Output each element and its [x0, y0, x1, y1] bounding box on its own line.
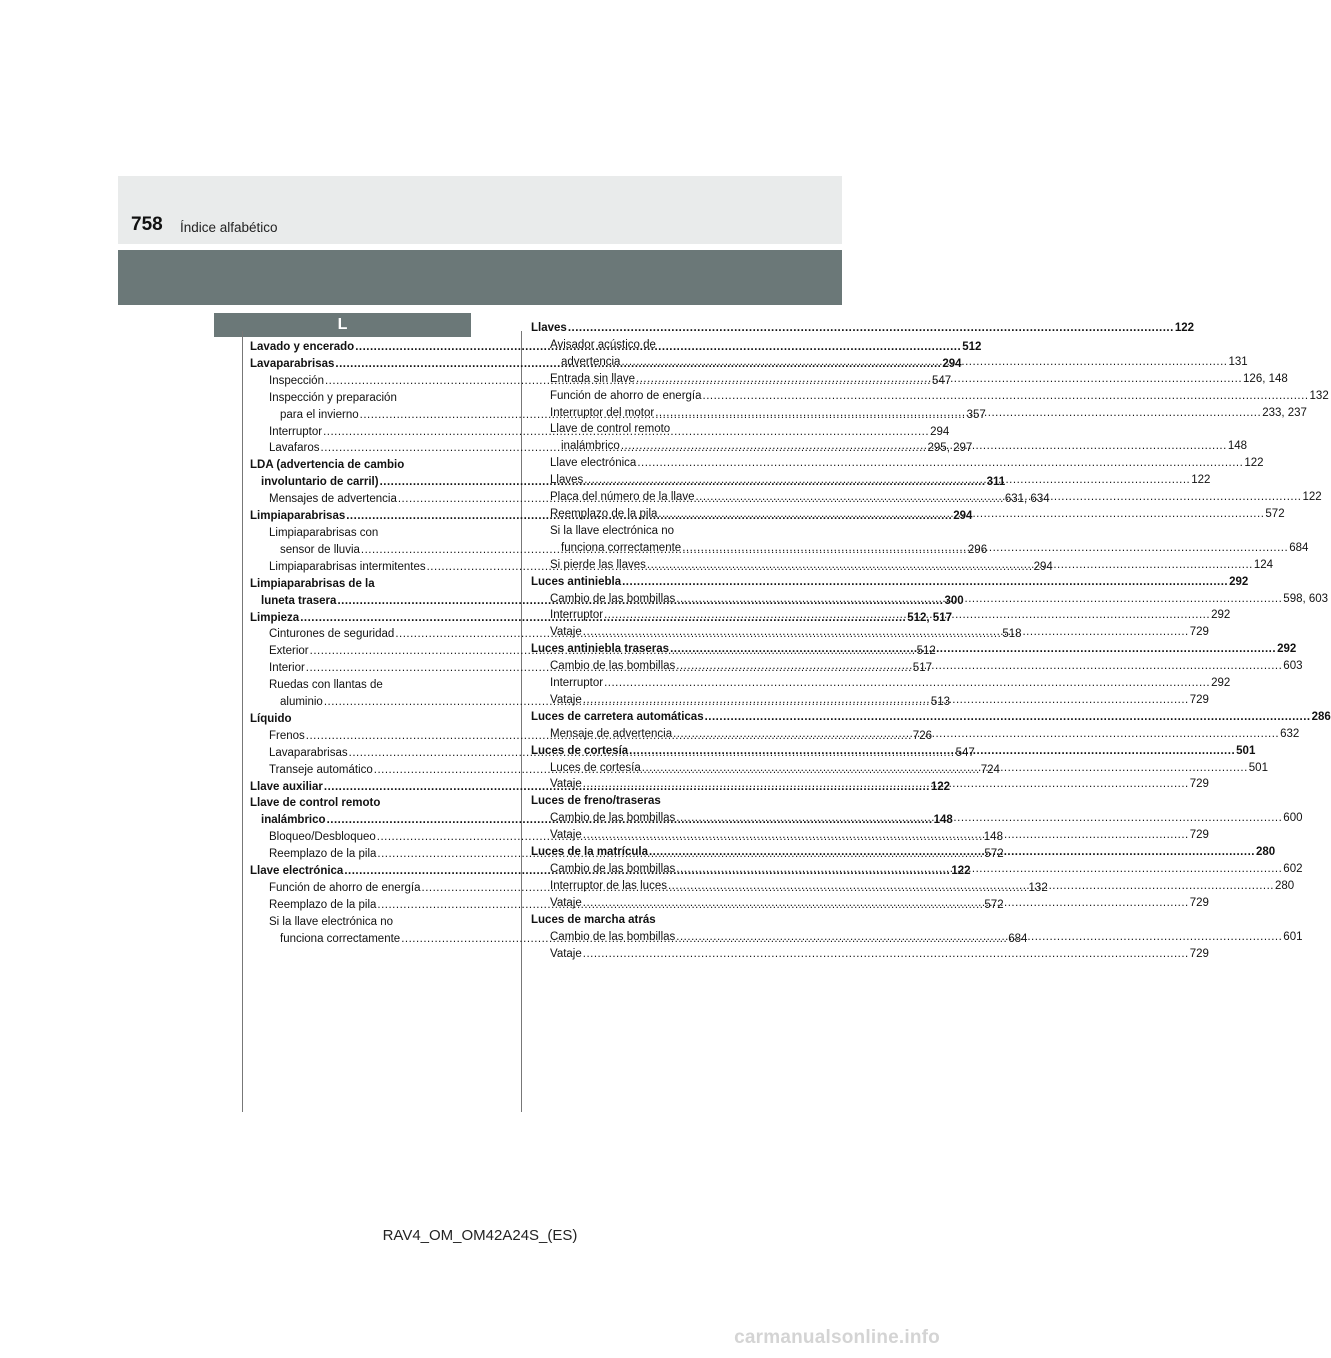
entry-page-ref: 684: [1008, 932, 1028, 945]
entry-page-ref: 603: [1283, 660, 1303, 673]
entry-page-ref: 729: [1189, 896, 1209, 909]
entry-page-ref: 122: [1174, 322, 1194, 334]
entry-name: Lavafaros: [269, 442, 320, 455]
entry-heading-line: Limpiaparabrisas de la: [250, 577, 375, 590]
entry-page-ref: 684: [1289, 541, 1309, 554]
entry-name: Vataje: [550, 829, 582, 842]
entry-page-ref: 286: [1311, 710, 1331, 723]
entry-page-ref: 311: [986, 476, 1006, 489]
document-code-footer: RAV4_OM_OM42A24S_(ES): [382, 1227, 578, 1244]
entry-line: [531, 320, 1194, 337]
leader-dots: [676, 591, 1282, 608]
column-divider-left: [242, 331, 243, 1112]
leader-dots: [658, 506, 1264, 523]
entry-heading-line: Llave de control remoto: [250, 797, 381, 810]
entry-heading-line: Limpiaparabrisas con: [269, 526, 379, 539]
entry-name: Cambio de las bombillas: [550, 592, 676, 605]
entry-name: Luces de freno/traseras: [531, 795, 661, 808]
entry-page-ref: 295, 297: [927, 442, 973, 455]
entry-name: Entrada sin llave: [550, 372, 636, 385]
entry-page-ref: 122: [1302, 491, 1322, 504]
entry-name: Placa del número de la llave: [550, 491, 695, 504]
entry-page-ref: 148: [1227, 440, 1247, 453]
entry-name: Interruptor: [550, 609, 604, 622]
entry-page-ref: 547: [931, 374, 952, 387]
entry-page-ref: 729: [1189, 778, 1209, 791]
entry-line: [550, 388, 1329, 405]
entry-page-ref: 292: [1229, 575, 1249, 588]
entry-page-ref: 292: [1277, 643, 1297, 656]
index-entry: [531, 574, 1249, 591]
entry-heading-line: LDA (advertencia de cambio: [250, 459, 405, 472]
leader-dots: [655, 405, 1261, 422]
entry-name: Exterior: [269, 645, 309, 658]
leader-dots: [668, 878, 1274, 895]
entry-page-ref: 517: [912, 662, 932, 675]
entry-name: Llave electrónica: [550, 457, 637, 470]
entry-page-ref: 357: [966, 408, 986, 421]
index-entry: [531, 793, 752, 810]
entry-name: Lavaparabrisas: [269, 746, 348, 759]
entry-name: Reemplazo de la pila: [269, 848, 377, 861]
entry-page-ref: 512: [916, 645, 936, 658]
entry-name: Lavaparabrisas: [250, 357, 335, 370]
leader-dots: [676, 658, 1282, 675]
entry-line: [531, 709, 1331, 726]
entry-name: Cambio de las bombillas: [550, 863, 676, 875]
entry-page-ref: 572: [984, 898, 1004, 911]
entry-name: Frenos: [269, 729, 305, 742]
entry-page-ref: 294: [930, 425, 950, 438]
entry-name: aluminio: [280, 696, 323, 709]
entry-name: advertencia: [561, 355, 621, 368]
leader-dots: [676, 929, 1282, 946]
leader-dots: [673, 726, 1279, 743]
entry-page-ref: 132: [1028, 882, 1048, 894]
entry-name: Lavado y encerado: [250, 341, 355, 353]
entry-name: Interruptor: [269, 425, 323, 438]
entry-page-ref: 632: [1280, 727, 1300, 740]
entry-name: Llaves: [550, 474, 584, 487]
leader-dots: [604, 675, 1210, 692]
leader-dots: [705, 709, 1311, 726]
entry-page-ref: 148: [933, 814, 953, 827]
entry-name: Llaves: [531, 322, 567, 334]
entry-heading-line: Inspección y preparación: [269, 391, 397, 404]
entry-page-ref: 296: [967, 543, 988, 556]
entry-name: Luces antiniebla: [531, 575, 622, 588]
entry-name: Bloqueo/Desbloqueo: [269, 831, 376, 844]
entry-page-ref: 294: [942, 357, 962, 370]
entry-page-ref: 233, 237: [1262, 406, 1307, 419]
entry-name: Inspección: [269, 374, 324, 387]
entry-heading-line: Avisador acústico de: [550, 338, 656, 351]
entry-line: [550, 455, 1264, 472]
entry-page-ref: 729: [1189, 693, 1209, 706]
entry-page-ref: 300: [944, 594, 964, 607]
entry-name: Cambio de las bombillas: [550, 660, 676, 673]
entry-page-ref: 126, 148: [1243, 372, 1288, 385]
section-letter-tab: L: [214, 313, 471, 337]
entry-heading-line: Llave de control remoto: [550, 423, 671, 436]
entry-page-ref: 122: [930, 780, 951, 793]
leader-dots: [629, 743, 1235, 760]
leader-dots: [647, 557, 1253, 574]
entry-page-ref: 729: [1189, 947, 1209, 960]
entry-line: [550, 946, 1209, 963]
leader-dots: [676, 861, 1282, 878]
entry-page-ref: 132: [1309, 389, 1329, 402]
entry-page-ref: 547: [955, 746, 975, 759]
index-entry: [531, 912, 752, 929]
entry-page-ref: 726: [912, 729, 932, 742]
leader-dots: [703, 388, 1309, 405]
entry-heading-line: Si la llave electrónica no: [550, 524, 675, 537]
leader-dots: [670, 641, 1276, 658]
leader-dots: [621, 440, 1227, 452]
entry-page-ref: 292: [1211, 609, 1231, 622]
entry-name: Reemplazo de la pila: [269, 898, 377, 911]
entry-name: luneta trasera: [261, 594, 337, 607]
leader-dots: [622, 574, 1228, 591]
entry-page-ref: 729: [1189, 626, 1209, 639]
entry-line: [531, 912, 752, 929]
index-subentry: [531, 455, 1264, 472]
entry-line: [531, 574, 1249, 591]
entry-line: [250, 711, 471, 728]
entry-name: Función de ahorro de energía: [269, 882, 421, 894]
entry-name: para el invierno: [280, 408, 359, 421]
page-number: 758: [131, 214, 163, 235]
entry-page-ref: 518: [1002, 628, 1022, 641]
entry-name: Luces de cortesía: [531, 744, 629, 757]
entry-line: [550, 675, 1231, 692]
leader-dots: [583, 776, 1189, 793]
entry-page-ref: 122: [1191, 474, 1211, 487]
page-title: Índice alfabético: [180, 220, 278, 235]
leader-dots: [584, 472, 1190, 489]
index-subentry: [531, 946, 1209, 963]
entry-name: Interruptor de las luces: [550, 879, 667, 892]
entry-heading-line: Ruedas con llantas de: [269, 679, 383, 692]
entry-name: inalámbrico: [261, 814, 326, 827]
leader-dots: [642, 760, 1248, 777]
index-entry: [250, 711, 471, 728]
entry-name: inalámbrico: [561, 440, 620, 453]
entry-name: Llave auxiliar: [250, 780, 323, 793]
leader-dots: [682, 542, 1288, 554]
entry-name: Limpiaparabrisas: [250, 510, 346, 523]
entry-name: Luces de cortesía: [550, 761, 641, 774]
entry-page-ref: 294: [1033, 560, 1053, 573]
entry-name: Mensaje de advertencia: [550, 727, 673, 740]
entry-page-ref: 724: [980, 763, 1000, 776]
entry-name: Vataje: [550, 947, 582, 960]
entry-name: Limpiaparabrisas intermitentes: [269, 560, 426, 573]
entry-page-ref: 122: [1244, 457, 1264, 470]
entry-name: Cambio de las bombillas: [550, 812, 676, 825]
leader-dots: [636, 371, 1242, 388]
entry-name: Mensajes de advertencia: [269, 493, 397, 506]
leader-dots: [583, 895, 1189, 912]
entry-page-ref: 729: [1189, 829, 1209, 842]
entry-name: Interruptor del motor: [550, 406, 655, 419]
entry-page-ref: 598, 603: [1283, 592, 1329, 605]
entry-name: involuntario de carril): [261, 476, 379, 489]
index-entry: [531, 709, 1331, 726]
entry-name: Luces de carretera automáticas: [531, 710, 704, 723]
entry-page-ref: 148: [983, 831, 1003, 844]
leader-dots: [637, 455, 1243, 472]
entry-page-ref: 601: [1283, 930, 1303, 943]
leader-dots: [604, 607, 1210, 624]
entry-name: Luces de la matrícula: [531, 846, 648, 859]
header-dark-band: [118, 250, 842, 305]
entry-page-ref: 124: [1253, 558, 1274, 571]
entry-page-ref: 280: [1255, 846, 1276, 859]
entry-name: Líquido: [250, 712, 292, 725]
entry-name: funciona correctamente: [561, 541, 682, 554]
entry-page-ref: 501: [1248, 761, 1268, 774]
entry-name: Limpieza: [250, 611, 300, 624]
entry-page-ref: 131: [1228, 355, 1248, 368]
leader-dots: [583, 624, 1189, 641]
entry-name: Cambio de las bombillas: [550, 930, 676, 943]
entry-page-ref: 602: [1283, 863, 1303, 875]
entry-name: Vataje: [550, 626, 582, 639]
leader-dots: [621, 356, 1227, 368]
entry-name: Luces de marcha atrás: [531, 913, 656, 926]
entry-name: Cinturones de seguridad: [269, 628, 395, 641]
entry-line: [531, 793, 752, 810]
entry-name: Interruptor: [550, 677, 604, 690]
entry-page-ref: 512: [962, 341, 982, 353]
entry-page-ref: 600: [1283, 812, 1303, 825]
entry-name: funciona correctamente: [280, 932, 401, 945]
entry-name: Vataje: [550, 778, 582, 791]
entry-name: Luces antiniebla traseras: [531, 643, 670, 656]
index-entry: [531, 320, 1194, 337]
entry-page-ref: 294: [953, 510, 973, 523]
leader-dots: [649, 844, 1255, 861]
entry-name: Transeje automático: [269, 763, 373, 776]
index-subentry: [531, 388, 1329, 405]
leader-dots: [583, 827, 1189, 844]
entry-name: Reemplazo de la pila: [550, 507, 658, 520]
leader-dots: [583, 692, 1189, 709]
entry-name: Función de ahorro de energía: [550, 389, 702, 402]
entry-name: Vataje: [550, 693, 582, 706]
entry-page-ref: 292: [1211, 677, 1231, 690]
entry-page-ref: 572: [984, 848, 1004, 861]
entry-page-ref: 501: [1236, 744, 1256, 757]
entry-heading-line: Si la llave electrónica no: [269, 915, 394, 928]
leader-dots: [695, 489, 1301, 506]
index-subentry: [531, 675, 1231, 692]
entry-name: Vataje: [550, 896, 582, 909]
entry-name: Llave electrónica: [250, 865, 344, 878]
entry-page-ref: 572: [1265, 507, 1285, 520]
entry-name: Interior: [269, 662, 305, 675]
watermark: carmanualsonline.info: [734, 1327, 940, 1348]
entry-page-ref: 122: [951, 865, 971, 878]
entry-name: sensor de lluvia: [280, 543, 360, 556]
leader-dots: [583, 946, 1189, 963]
entry-page-ref: 513: [930, 696, 951, 709]
entry-page-ref: 280: [1274, 879, 1295, 892]
entry-page-ref: 631, 634: [1004, 493, 1050, 506]
entry-name: Si pierde las llaves: [550, 558, 646, 571]
leader-dots: [568, 320, 1174, 337]
entry-page-ref: 512, 517: [907, 611, 952, 624]
leader-dots: [676, 810, 1282, 827]
